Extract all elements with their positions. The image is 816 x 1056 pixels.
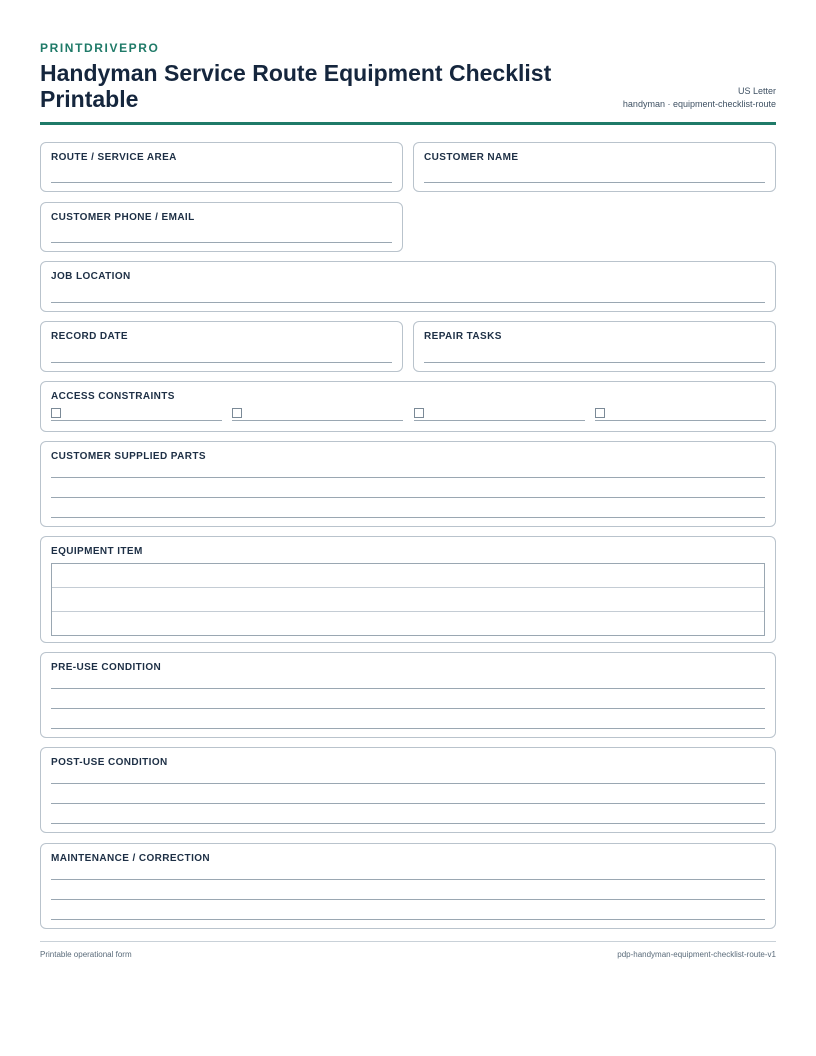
field-job-location[interactable] [40,261,776,312]
field-label: MAINTENANCE / CORRECTION [51,853,211,864]
footer-rule [40,941,776,942]
write-line[interactable] [51,803,765,804]
write-line [414,420,585,421]
write-line[interactable] [51,182,392,183]
write-line[interactable] [51,688,765,689]
field-route-service-area[interactable] [40,142,403,192]
equipment-table [51,563,765,636]
constraint-option-4[interactable] [595,407,766,421]
write-line [232,420,403,421]
field-customer-supplied-parts[interactable] [40,441,776,527]
field-label: EQUIPMENT ITEM [51,546,143,557]
write-line[interactable] [51,919,765,920]
write-line[interactable] [51,728,765,729]
write-line[interactable] [51,362,392,363]
field-access-constraints [40,381,776,432]
footer-left: Printable operational form [40,950,132,959]
field-customer-name[interactable] [413,142,776,192]
footer-form-id: pdp-handyman-equipment-checklist-route-v1 [617,950,776,959]
write-line[interactable] [51,302,765,303]
field-maintenance-correction[interactable] [40,843,776,929]
write-line[interactable] [51,879,765,880]
field-label: ROUTE / SERVICE AREA [51,152,177,163]
constraint-option-2[interactable] [232,407,403,421]
write-line [51,420,222,421]
write-line[interactable] [424,362,765,363]
write-line[interactable] [51,708,765,709]
checkbox[interactable] [595,408,605,418]
constraint-option-3[interactable] [414,407,585,421]
write-line[interactable] [51,899,765,900]
field-equipment-item [40,536,776,643]
field-label: RECORD DATE [51,331,128,342]
field-label: ACCESS CONSTRAINTS [51,391,175,402]
field-label: CUSTOMER NAME [424,152,519,163]
field-customer-phone-email[interactable] [40,202,403,252]
write-line[interactable] [51,497,765,498]
header-rule [40,122,776,125]
field-label: CUSTOMER SUPPLIED PARTS [51,451,206,462]
field-post-use-condition[interactable] [40,747,776,833]
field-repair-tasks[interactable] [413,321,776,372]
paper-size: US Letter [737,86,776,96]
page-meta [623,85,776,111]
constraint-option-1[interactable] [51,407,222,421]
write-line[interactable] [51,823,765,824]
table-row[interactable] [52,587,764,611]
write-line[interactable] [424,182,765,183]
checkbox[interactable] [51,408,61,418]
write-line[interactable] [51,517,765,518]
field-label: PRE-USE CONDITION [51,662,162,673]
field-pre-use-condition[interactable] [40,652,776,738]
page-title: Handyman Service Route Equipment Checklist Printable [40,60,552,112]
field-label: REPAIR TASKS [424,331,502,342]
field-label: POST-USE CONDITION [51,757,168,768]
brand-name: PRINTDRIVEPRO [40,41,160,55]
write-line [595,420,766,421]
checkbox[interactable] [414,408,424,418]
table-row[interactable] [52,564,764,587]
write-line[interactable] [51,242,392,243]
form-tags: handyman · equipment-checklist-route [622,99,776,109]
write-line[interactable] [51,477,765,478]
checkbox[interactable] [232,408,242,418]
field-record-date[interactable] [40,321,403,372]
field-label: JOB LOCATION [51,271,131,282]
write-line[interactable] [51,783,765,784]
table-row[interactable] [52,611,764,635]
field-label: CUSTOMER PHONE / EMAIL [51,212,195,223]
